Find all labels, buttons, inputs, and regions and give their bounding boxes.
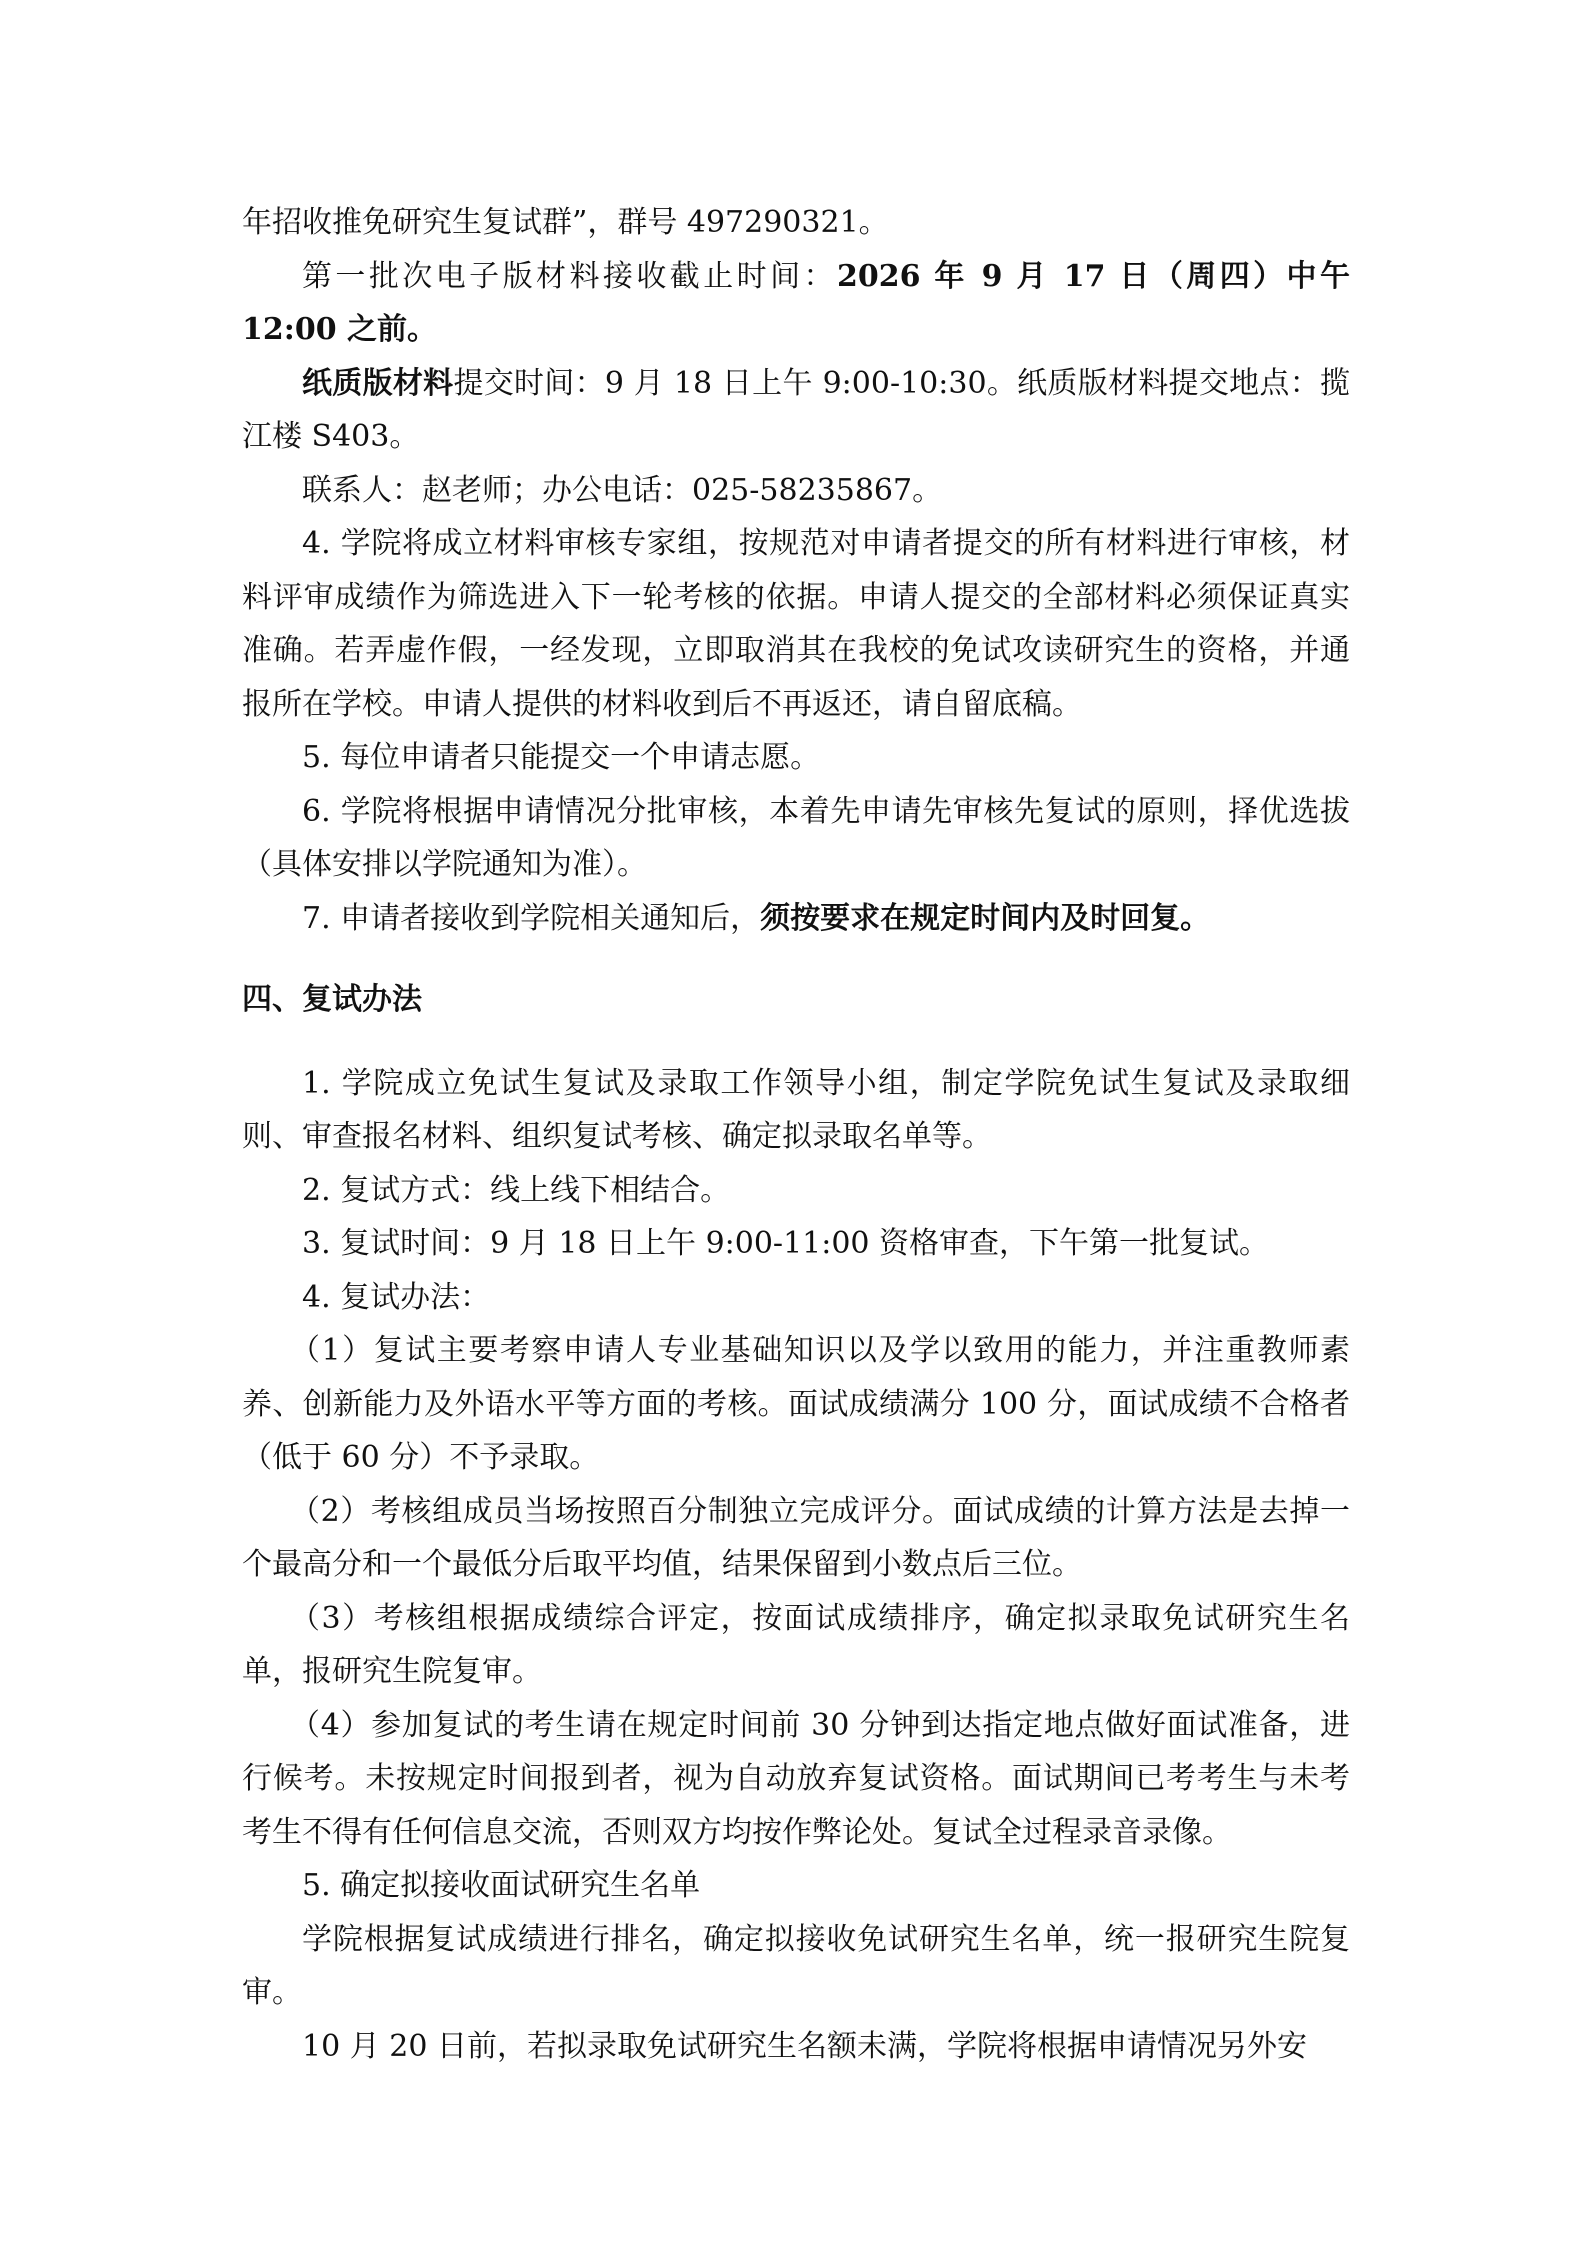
paragraph-item-7 (242, 892, 1350, 946)
retest-item-4: 4. 复试办法： (302, 1279, 491, 1315)
paragraph-contact: 联系人：赵老师；办公电话：025-58235867。 (302, 472, 943, 508)
retest-subitem-2: （2）考核组成员当场按照百分制独立完成评分。面试成绩的计算方法是去掉一个最高分和一个最低分后取平均值，结果保留到小数点后三位。 (242, 1493, 1350, 1582)
paragraph-october-deadline: 10 月 20 日前，若拟录取免试研究生名额未满，学院将根据申请情况另外安 (302, 2028, 1307, 2064)
item-7-text: 7. 申请者接收到学院相关通知后， (302, 900, 761, 936)
paper-materials-label: 纸质版材料 (302, 365, 454, 401)
retest-item-2: 2. 复试方式：线上线下相结合。 (302, 1172, 731, 1208)
paper-materials-detail: 提交时间：9 月 18 日上午 9:00-10:30。纸质版材料提交地点：揽江楼 S403。 (242, 365, 1350, 454)
paragraph-qq-group: 年招收推免研究生复试群”，群号 497290321。 (242, 205, 889, 240)
retest-item-1: 1. 学院成立免试生复试及录取工作领导小组，制定学院免试生复试及录取细则、审查报名材料、组织复试考核、确定拟录取名单等。 (242, 1065, 1350, 1154)
paragraph-item-4: 4. 学院将成立材料审核专家组，按规范对申请者提交的所有材料进行审核，材料评审成绩作为筛选进入下一轮考核的依据。申请人提交的全部材料必须保证真实准确。若弄虚作假，一经发现，立即取消其在我校的免试攻读研究生的资格，并通报所在学校。申请人提供的材料收到后不再返还，请自留底稿。 (242, 526, 1350, 722)
retest-item-3: 3. 复试时间：9 月 18 日上午 9:00-11:00 资格审查，下午第一批复试。 (302, 1226, 1270, 1261)
item-7-emphasis: 须按要求在规定时间内及时回复。 (760, 900, 1211, 936)
retest-subitem-4: （4）参加复试的考生请在规定时间前 30 分钟到达指定地点做好面试准备，进行候考。未按规定时间报到者，视为自动放弃复试资格。面试期间已考考生与未考考生不得有任何信息交流，否则双方均按作弊论处。复试全过程录音录像。 (242, 1707, 1350, 1850)
document-body (242, 196, 1350, 2073)
section-heading: 四、复试办法 (242, 982, 422, 1017)
paragraph-item-6: 6. 学院将根据申请情况分批审核，本着先申请先审核先复试的原则，择优选拔（具体安排以学院通知为准）。 (242, 793, 1350, 882)
retest-item-5: 5. 确定拟接收面试研究生名单 (302, 1868, 701, 1903)
paragraph-paper-materials (242, 357, 1350, 464)
retest-subitem-3: （3）考核组根据成绩综合评定，按面试成绩排序，确定拟录取免试研究生名单，报研究生院复审。 (242, 1600, 1350, 1689)
electronic-deadline-date: 2026 年 9 月 17 日（周四）中午 12:00 之前。 (242, 258, 1350, 347)
paragraph-item-5: 5. 每位申请者只能提交一个申请志愿。 (302, 740, 821, 775)
electronic-deadline-label: 第一批次电子版材料接收截止时间： (302, 258, 837, 294)
paragraph-ranking: 学院根据复试成绩进行排名，确定拟接收免试研究生名单，统一报研究生院复审。 (242, 1921, 1350, 2010)
retest-subitem-1: （1）复试主要考察申请人专业基础知识以及学以致用的能力，并注重教师素养、创新能力及外语水平等方面的考核。面试成绩满分 100 分，面试成绩不合格者（低于 60 分）不予录取。 (242, 1333, 1350, 1475)
paragraph-electronic-deadline (242, 250, 1350, 357)
